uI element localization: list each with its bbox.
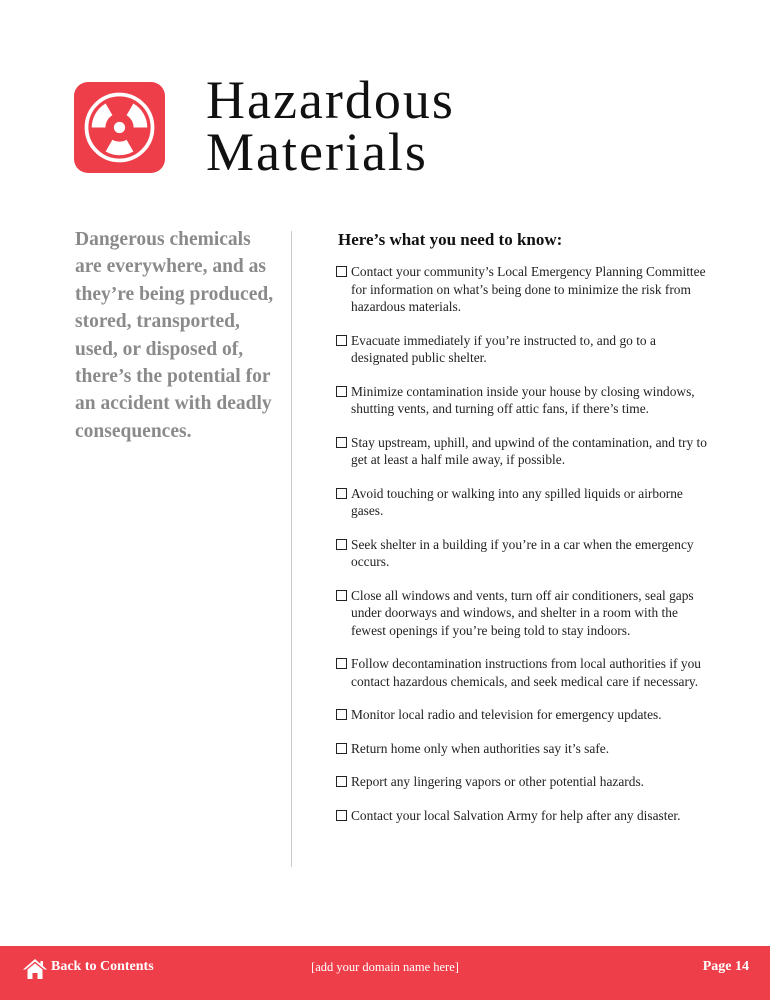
checklist-item [336,706,716,724]
checklist-item [336,332,716,367]
checkbox-icon[interactable] [336,590,347,601]
checklist-item-text: Avoid touching or walking into any spilled liquids or airborne gases. [351,485,683,518]
checklist-item [336,740,716,758]
checklist-item-text: Report any lingering vapors or other potential hazards. [351,774,645,789]
checklist-item [336,773,716,791]
checkbox-icon[interactable] [336,266,347,277]
checkbox-icon[interactable] [336,743,347,754]
footer-bar [0,946,770,1000]
checklist-item [336,655,716,690]
checklist-item [336,587,716,640]
checkbox-icon[interactable] [336,539,347,550]
checklist-item-text: Evacuate immediately if you’re instructed to, and go to a designated public shelter. [351,332,656,365]
title-line-1: Hazardous [206,70,455,130]
checkbox-icon[interactable] [336,335,347,346]
checklist-item-text: Contact your community’s Local Emergency Planning Committee for information on what’s being done to minimize the risk from hazardous materials. [351,264,706,314]
checklist-item-text: Minimize contamination inside your house by closing windows, shutting vents, and turning off attic fans, if there’s time. [351,383,695,416]
checklist-item-text: Stay upstream, uphill, and upwind of the contamination, and try to get at least a half mile away, if possible. [351,434,707,467]
domain-placeholder: [add your domain name here] [311,960,459,974]
intro-text: Dangerous chemicals are everywhere, and as they’re being produced, stored, transported, used, or disposed of, there’s the potential for an accident with deadly consequences. [75,229,274,442]
checklist-item-text: Close all windows and vents, turn off air conditioners, seal gaps under doorways and windows, and shelter in a room with the fewest openings if you’re being told to stay indoors. [351,587,694,638]
page-title [206,70,455,182]
checklist-item [336,807,716,825]
checklist-item [336,263,716,316]
checkbox-icon[interactable] [336,709,347,720]
column-divider [291,231,292,867]
checklist-heading: Here’s what you need to know: [338,230,563,249]
checklist-item [336,383,716,418]
checkbox-icon[interactable] [336,810,347,821]
checkbox-icon[interactable] [336,658,347,669]
checklist-item-text: Monitor local radio and television for emergency updates. [351,707,662,722]
checkbox-icon[interactable] [336,488,347,499]
checklist-item-text: Return home only when authorities say it’s safe. [351,740,610,756]
page-number: Page 14 [702,959,749,974]
title-line-2: Materials [206,122,428,182]
checkbox-icon[interactable] [336,776,347,787]
checkbox-icon[interactable] [336,437,347,448]
radiation-hazard-icon [74,82,165,173]
checklist-item [336,536,716,571]
checklist-item [336,485,716,520]
checklist-item [336,434,716,469]
checklist-item-text: Seek shelter in a building if you’re in a car when the emergency occurs. [351,536,694,569]
checklist-item-text: Follow decontamination instructions from local authorities if you contact hazardous chemicals, and seek medical care if necessary. [351,656,701,689]
checklist [336,263,716,840]
checklist-item-text: Contact your local Salvation Army for help after any disaster. [351,807,681,823]
checkbox-icon[interactable] [336,386,347,397]
back-to-contents-link[interactable]: Back to Contents [51,959,154,974]
